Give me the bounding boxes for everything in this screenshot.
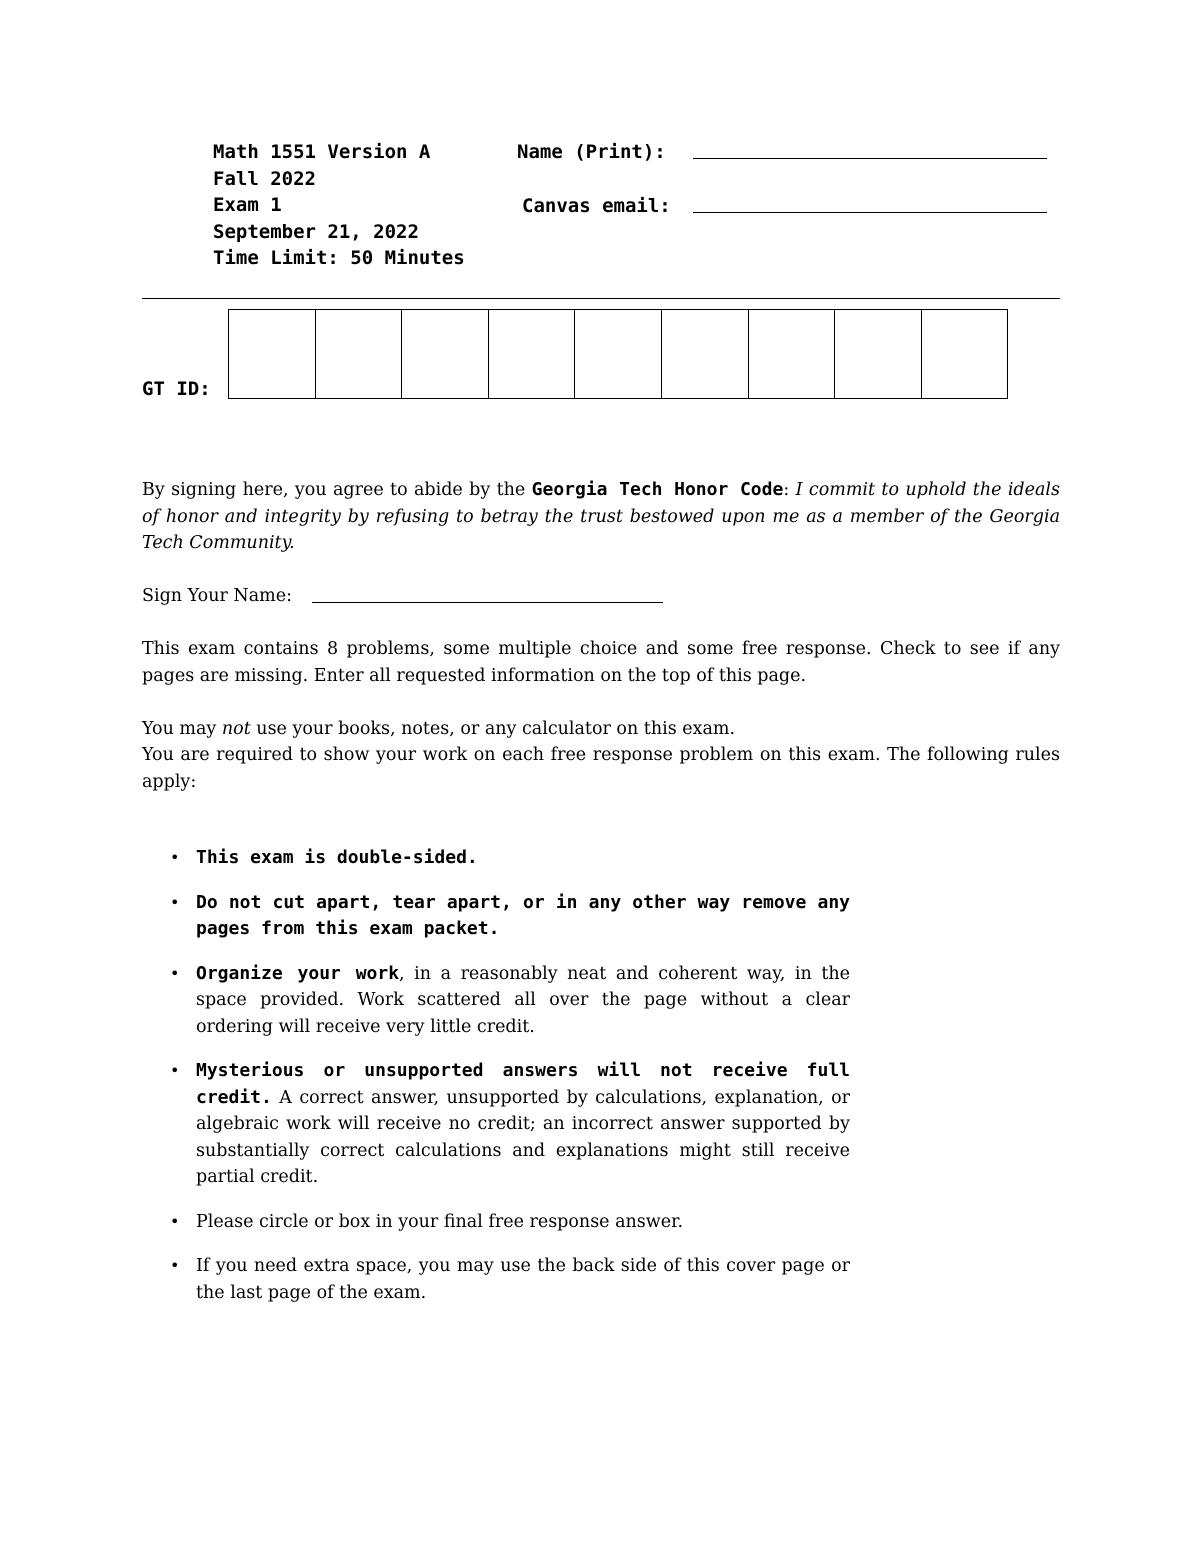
gt-id-box-8[interactable] [835, 310, 922, 398]
rule-bold: Organize your work [196, 962, 400, 984]
honor-code-name: Georgia Tech Honor Code [531, 479, 784, 500]
exam-date: September 21, 2022 [213, 220, 419, 243]
gt-id-box-6[interactable] [662, 310, 749, 398]
honor-prefix: By signing here, you agree to abide by the [142, 480, 532, 500]
gt-id-box-2[interactable] [316, 310, 403, 398]
list-item [170, 845, 850, 872]
intro-paragraph: This exam contains 8 problems, some multiple choice and some free response. Check to see if any pages are missing. Enter all requested information on the top of this page. [142, 639, 1060, 686]
name-field[interactable] [693, 158, 1047, 159]
rules-list [170, 845, 850, 1324]
email-field[interactable] [693, 212, 1047, 213]
divider [142, 298, 1060, 299]
materials-emphasis: not [221, 719, 251, 739]
bullet-icon: • [170, 1211, 180, 1231]
gt-id-box-3[interactable] [402, 310, 489, 398]
rule-text: A correct answer, unsupported by calculations, explanation, or algebraic work will receive no credit; an incorrect answer supported by substantially correct calculations and explanations might still receive partial credit. [196, 1087, 850, 1187]
rules-intro: You are required to show your work on each free response problem on this exam. The following rules apply: [142, 745, 1060, 792]
honor-code-statement [142, 477, 1060, 557]
materials-paragraph [142, 716, 1060, 743]
exam-info [213, 139, 465, 272]
list-item [170, 1253, 850, 1306]
course-title: Math 1551 Version A [213, 141, 431, 163]
rule-text: Please circle or box in your final free response answer. [196, 1211, 684, 1232]
gt-id-box-7[interactable] [749, 310, 836, 398]
materials-text-a: You may [142, 719, 222, 739]
honor-colon: : [783, 480, 796, 500]
materials-text-b: use your books, notes, or any calculator on this exam. [250, 719, 736, 739]
bullet-icon: • [170, 892, 180, 912]
list-item [170, 1209, 850, 1236]
bullet-icon: • [170, 963, 180, 983]
honor-pledge: I commit to uphold the ideals of honor and integrity by refusing to betray the trust bestowed upon me as a member of the Georgia Tech Community. [142, 480, 1061, 553]
bullet-icon: • [170, 1061, 180, 1080]
rule-bold: Do not cut apart, tear apart, or in any other way remove any pages from this exam packet. [196, 891, 850, 939]
bullet-icon: • [170, 1256, 180, 1275]
gt-id-grid [228, 309, 1008, 399]
rule-bold: This exam is double-sided. [196, 847, 478, 868]
gt-id-box-9[interactable] [922, 310, 1009, 398]
rule-text: If you need extra space, you may use the back side of this cover page or the last page of the exam. [196, 1256, 850, 1303]
sign-label: Sign Your Name: [142, 586, 292, 606]
gt-id-box-1[interactable] [229, 310, 316, 398]
signature-field[interactable] [312, 602, 663, 603]
email-label: Canvas email: [522, 195, 671, 217]
gt-id-label: GT ID: [142, 378, 211, 400]
bullet-icon: • [170, 848, 180, 867]
rule-text: , in a reasonably neat and coherent way, in the space provided. Work scattered all over the page without a clear ordering will receive very little credit. [196, 963, 850, 1037]
gt-id-box-5[interactable] [575, 310, 662, 398]
list-item [170, 1058, 850, 1191]
gt-id-box-4[interactable] [489, 310, 576, 398]
list-item [170, 961, 850, 1041]
time-limit: Time Limit: 50 Minutes [213, 247, 465, 269]
rule-bold: Mysterious or unsupported answers will not receive full credit. [196, 1060, 850, 1108]
exam-number: Exam 1 [213, 194, 282, 216]
name-label: Name (Print): [517, 141, 666, 163]
term: Fall 2022 [213, 167, 316, 190]
list-item [170, 890, 850, 943]
